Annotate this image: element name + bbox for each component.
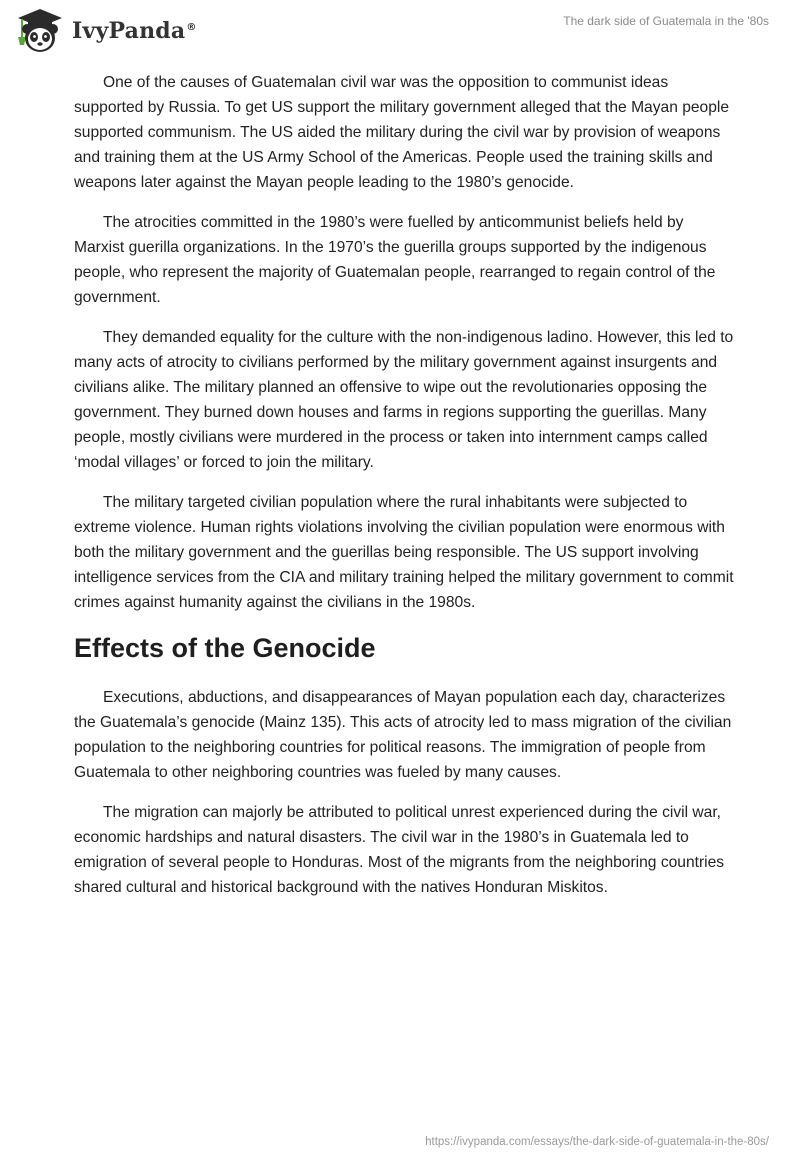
panda-graduation-cap-logo-icon (14, 7, 66, 55)
logo-wordmark: IvyPanda® (72, 18, 197, 44)
paragraph: The migration can majorly be attributed to political unrest experienced during the civil war, economic hardships and natural disasters. The civil war in the 1980’s in Guatemala led to emigration of several people to Honduras. Most of the migrants from the neighboring countries shared cultural and historical background with the natives Honduran Miskitos. (74, 804, 725, 896)
paragraph: Executions, abductions, and disappearances of Mayan population each day, characterizes the Guatemala’s genocide (Mainz 135). This acts of atrocity led to mass migration of the civilian population to the neighboring countries for political reasons. The immigration of people from Guatemala to other neighboring countries was fueled by many causes. (74, 689, 732, 781)
paragraph: They demanded equality for the culture with the non-indigenous ladino. However, this led to many acts of atrocity to civilians performed by the military government against insurgents and civilians alike. The military planned an offensive to wipe out the revolutionaries opposing the government. They burned down houses and farms in regions supporting the guerillas. Many people, mostly civilians were murdered in the process or taken into internment camps called ‘modal villages’ or forced to join the military. (74, 329, 734, 471)
page-header (0, 0, 800, 64)
paragraph: One of the causes of Guatemalan civil war was the opposition to communist ideas supported by Russia. To get US support the military government alleged that the Mayan people supported communism. The US aided the military during the civil war by provision of weapons and training them at the US Army School of the Americas. People used the training skills and weapons later against the Mayan people leading to the 1980’s genocide. (74, 74, 730, 191)
section-heading: Effects of the Genocide (74, 633, 376, 663)
paragraph: The military targeted civilian population where the rural inhabitants were subjected to extreme violence. Human rights violations involving the civilian population were enormous with both the military government and the guerillas being responsible. The US support involving intelligence services from the CIA and military training helped the military government to commit crimes against humanity against the civilians in the 1980s. (74, 494, 734, 611)
ivypanda-logo[interactable] (14, 7, 197, 55)
essay-content (74, 70, 734, 915)
paragraph: The atrocities committed in the 1980’s were fuelled by anticommunist beliefs held by Marxist guerilla organizations. In the 1970’s the guerilla groups supported by the indigenous people, who represent the majority of Guatemalan people, rearranged to regain control of the government. (74, 214, 716, 306)
source-url[interactable]: https://ivypanda.com/essays/the-dark-side-of-guatemala-in-the-80s/ (425, 1136, 769, 1148)
document-title: The dark side of Guatemala in the '80s (563, 14, 769, 28)
